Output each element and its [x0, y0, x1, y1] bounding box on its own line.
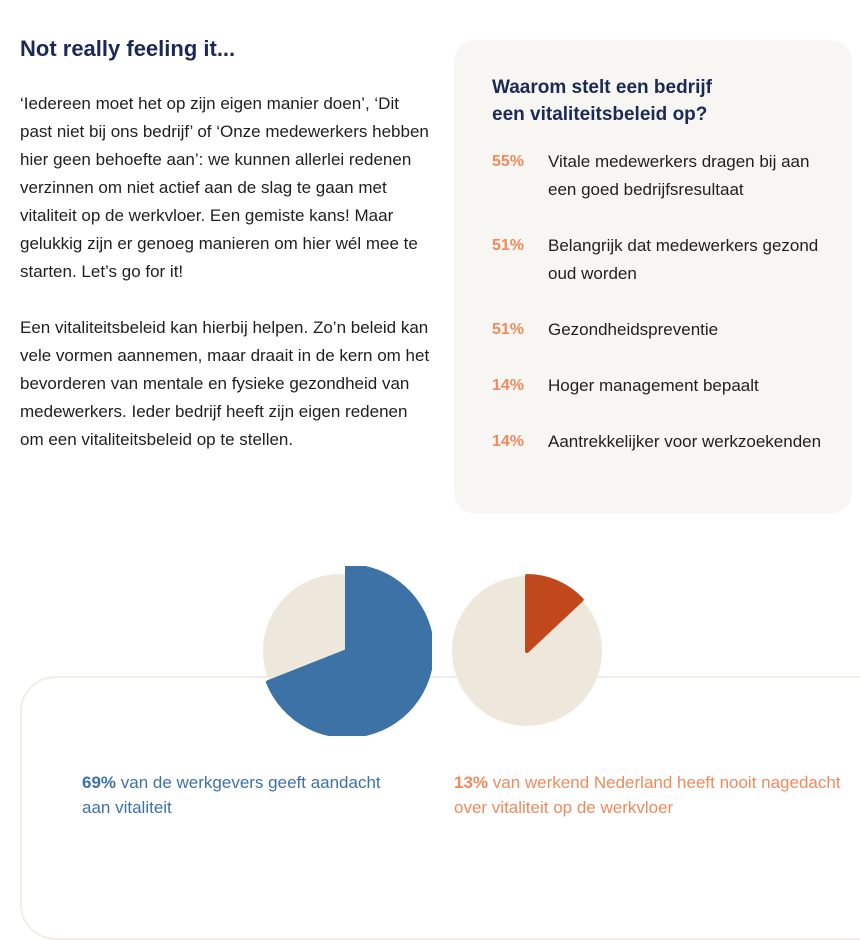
reason-label: Vitale medewerkers dragen bij aan een goed bedrijfsresultaat	[548, 152, 810, 199]
reason-percentage: 51%	[492, 237, 525, 254]
stat-employers-text: van de werkgevers geeft aandacht aan vitaliteit	[82, 773, 381, 817]
reason-percentage: 55%	[492, 153, 525, 170]
reason-label: Aantrekkelijker voor werkzoekenden	[548, 432, 822, 451]
stat-employers	[82, 770, 382, 820]
pie-chart-workers	[452, 566, 612, 726]
reasons-card	[454, 40, 852, 514]
stat-workers	[454, 770, 854, 820]
reason-percentage: 14%	[492, 433, 525, 450]
stat-employers-number: 69%	[82, 773, 117, 792]
intro-paragraph-2: Een vitaliteitsbeleid kan hierbij helpen. Zo’n beleid kan vele vormen aannemen, maar draait in de kern om het bevorderen van mentale en fysieke gezondheid van medewerkers. Ieder bedrijf heeft zijn eigen redenen om een vitaliteitsbeleid op te stellen.	[20, 318, 430, 449]
reasons-card-title: Waarom stelt een bedrijf een vitaliteitsbeleid op?	[492, 77, 712, 125]
page-heading: Not really feeling it...	[20, 36, 236, 61]
intro-paragraph-1: ‘Iedereen moet het op zijn eigen manier doen’, ‘Dit past niet bij ons bedrijf’ of ‘Onze medewerkers hebben hier geen behoefte aan’: we kunnen allerlei redenen verzinnen om niet actief aan de slag te gaan met vitaliteit op de werkvloer. Een gemiste kans! Maar gelukkig zijn er genoeg manieren om hier wél mee te starten. Let’s go for it!	[20, 94, 429, 281]
reason-label: Belangrijk dat medewerkers gezond oud worden	[548, 236, 819, 283]
stat-workers-text: van werkend Nederland heeft nooit nagedacht over vitaliteit op de werkvloer	[454, 773, 841, 817]
reason-label: Hoger management bepaalt	[548, 376, 759, 395]
reason-percentage: 51%	[492, 321, 525, 338]
pie-chart-employers	[262, 566, 432, 736]
stat-workers-number: 13%	[454, 773, 489, 792]
reason-label: Gezondheidspreventie	[548, 320, 719, 339]
intro-text	[20, 90, 430, 454]
reason-percentage: 14%	[492, 377, 525, 394]
